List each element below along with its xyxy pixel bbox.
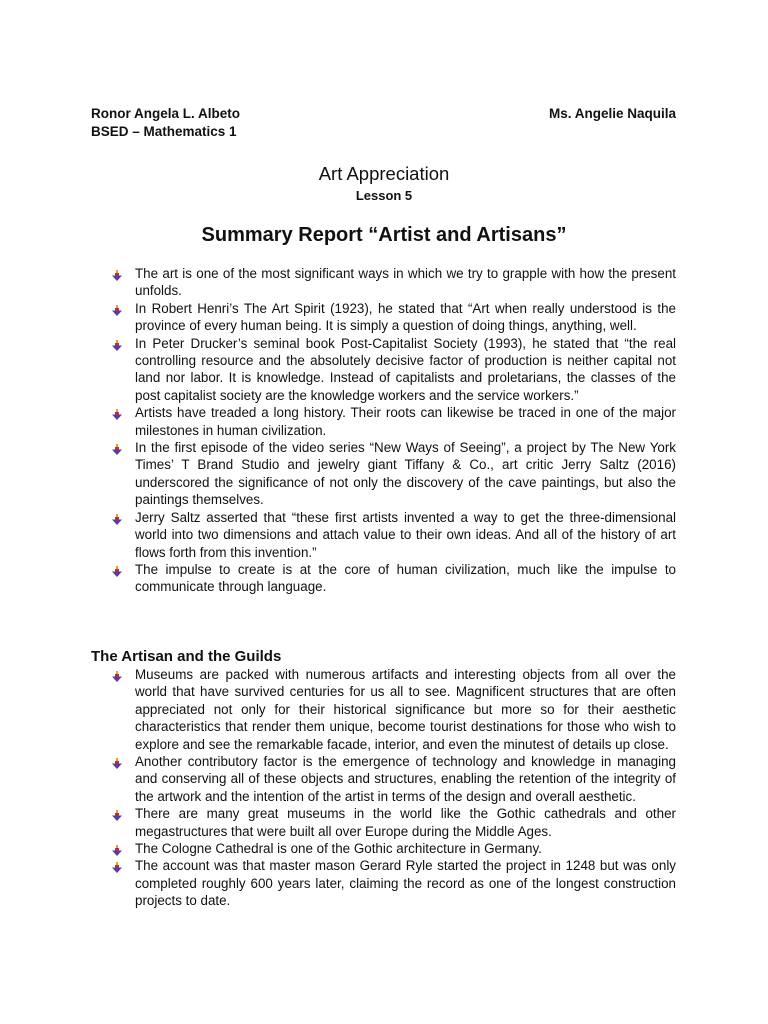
list-item	[112, 439, 676, 509]
arrow-bullet-icon	[112, 338, 122, 349]
arrow-bullet-icon	[112, 843, 122, 854]
list-item	[112, 666, 676, 753]
list-item-text: Another contributory factor is the emergence of technology and knowledge in managing and conserving all of these objects and structures, enabling the retention of the integrity of the artwork and the intention of the artist in terms of the design and overall aesthetic.	[135, 754, 676, 804]
list-item	[112, 857, 676, 909]
list-item-text: Museums are packed with numerous artifacts and interesting objects from all over the world that have survived centuries for us all to see. Magnificent structures that are often appreciated not only for their historical significance but more so for their aesthetic characteristics that render them unique, become tourist destinations for those who wish to explore and see the remarkable facade, interior, and even the minutest of details up close.	[135, 667, 676, 752]
page-title: Art Appreciation	[318, 163, 450, 184]
list-item-text: The impulse to create is at the core of human civilization, much like the impulse to communicate through language.	[135, 561, 676, 595]
lesson-label: Lesson 5	[355, 188, 413, 203]
arrow-bullet-icon	[112, 268, 122, 279]
list-item-text: Jerry Saltz asserted that “these first artists invented a way to get the three-dimensional world into two dimensions and attach value to their own ideas. And all of the history of art flows forth from this invention.”	[135, 509, 676, 560]
list-item-text: In Peter Drucker’s seminal book Post-Capitalist Society (1993), he stated that “the real controlling resource and the absolutely decisive factor of production is neither capital not land nor labor. It is knowledge. Instead of capitalists and proletarians, the classes of the post capitalist society are the knowledge workers and the service workers.”	[135, 335, 676, 403]
list-item-text: In Robert Henri’s The Art Spirit (1923), he stated that “Art when really understood is the province of every human being. It is simply a question of doing things, anything, well.	[135, 300, 676, 334]
arrow-bullet-icon	[112, 407, 122, 418]
guilds-bullet-list	[112, 666, 676, 910]
arrow-bullet-icon	[112, 303, 122, 314]
course: BSED – Mathematics 1	[91, 124, 237, 139]
list-item	[112, 753, 676, 805]
arrow-bullet-icon	[112, 564, 122, 575]
list-item	[112, 300, 676, 335]
list-item-text: In the first episode of the video series “New Ways of Seeing”, a project by The New York Times’ T Brand Studio and jewelry giant Tiffany & Co., art critic Jerry Saltz (2016) underscored the significance of not only the discovery of the cave paintings, but also the paintings themselves.	[135, 440, 676, 508]
list-item	[112, 265, 676, 300]
arrow-bullet-icon	[112, 808, 122, 819]
list-item-text: The account was that master mason Gerard Ryle started the project in 1248 but was only completed roughly 600 years later, claiming the record as one of the longest construction projects to date.	[135, 858, 676, 909]
section-heading: The Artisan and the Guilds	[91, 648, 282, 665]
arrow-bullet-icon	[112, 512, 122, 523]
list-item	[112, 335, 676, 405]
header	[91, 105, 676, 141]
list-item	[112, 840, 676, 857]
list-item	[112, 805, 676, 840]
teacher-name: Ms. Angelie Naquila	[548, 106, 676, 121]
list-item-text: There are many great museums in the world like the Gothic cathedrals and other megastructures that were built all over Europe during the Middle Ages.	[135, 806, 676, 839]
summary-title: Summary Report “Artist and Artisans”	[201, 224, 567, 246]
list-item	[112, 404, 676, 439]
list-item-text: The art is one of the most significant ways in which we try to grapple with how the present unfolds.	[135, 266, 676, 299]
list-item-text: The Cologne Cathedral is one of the Gothic architecture in Germany.	[135, 841, 542, 857]
arrow-bullet-icon	[112, 442, 122, 453]
arrow-bullet-icon	[112, 860, 122, 871]
list-item-text: Artists have treaded a long history. Their roots can likewise be traced in one of the major milestones in human civilization.	[135, 405, 676, 438]
student-name: Ronor Angela L. Albeto	[91, 106, 240, 121]
arrow-bullet-icon	[112, 669, 122, 680]
intro-bullet-list	[112, 265, 676, 596]
list-item	[112, 509, 676, 561]
arrow-bullet-icon	[112, 756, 122, 767]
list-item	[112, 561, 676, 596]
